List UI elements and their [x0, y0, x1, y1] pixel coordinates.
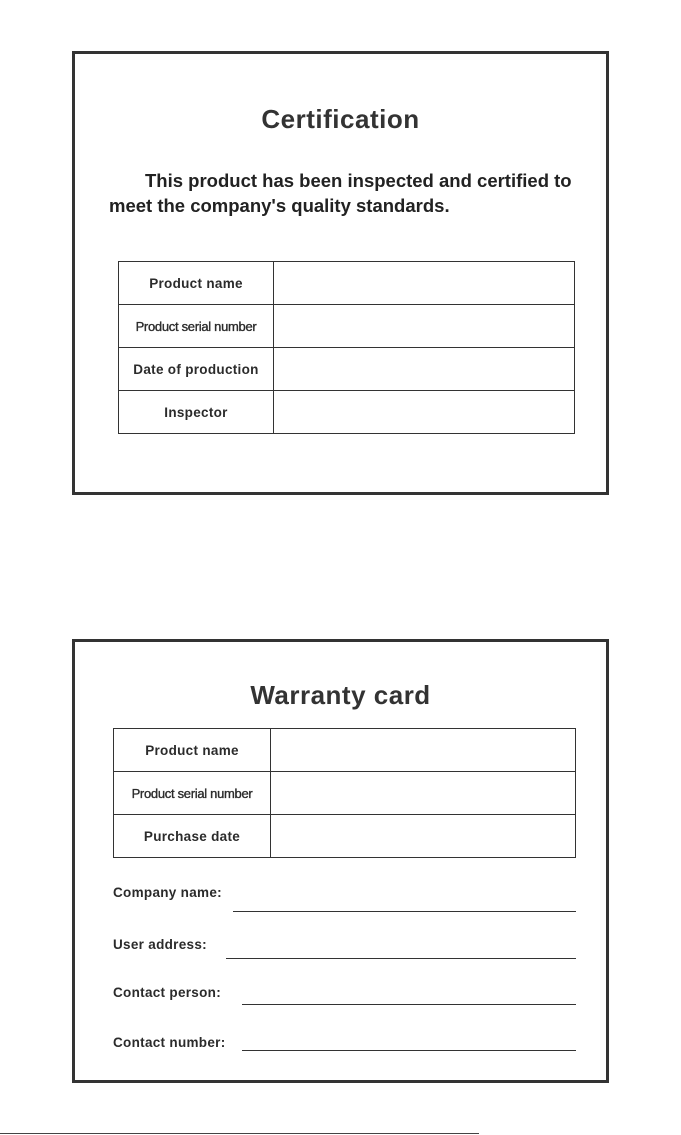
warranty-product-serial-number-value[interactable]	[271, 772, 576, 815]
company-name-label: Company name:	[113, 885, 222, 900]
warranty-title: Warranty card	[250, 680, 431, 710]
warranty-card	[72, 639, 609, 1083]
certification-table	[118, 261, 575, 434]
table-row	[119, 262, 575, 305]
company-name-field	[113, 885, 576, 915]
table-row	[119, 305, 575, 348]
inspector-label: Inspector	[119, 391, 274, 434]
table-row	[114, 815, 576, 858]
user-address-line[interactable]	[226, 958, 576, 959]
date-of-production-label: Date of production	[119, 348, 274, 391]
contact-number-label: Contact number:	[113, 1035, 226, 1050]
certification-statement: This product has been inspected and certified to meet the company's quality standards.	[109, 170, 572, 216]
table-row	[119, 348, 575, 391]
purchase-date-label: Purchase date	[114, 815, 271, 858]
bottom-divider	[0, 1133, 479, 1134]
contact-person-field	[113, 985, 576, 1015]
user-address-label: User address:	[113, 937, 207, 952]
contact-number-line[interactable]	[242, 1050, 576, 1051]
product-serial-number-value[interactable]	[274, 305, 575, 348]
table-row	[119, 391, 575, 434]
contact-person-line[interactable]	[242, 1004, 576, 1005]
product-name-value[interactable]	[274, 262, 575, 305]
product-name-label: Product name	[119, 262, 274, 305]
date-of-production-value[interactable]	[274, 348, 575, 391]
contact-person-label: Contact person:	[113, 985, 222, 1000]
warranty-product-serial-number-label: Product serial number	[114, 772, 271, 815]
table-row	[114, 772, 576, 815]
product-serial-number-label: Product serial number	[119, 305, 274, 348]
warranty-product-name-value[interactable]	[271, 729, 576, 772]
warranty-product-name-label: Product name	[114, 729, 271, 772]
warranty-table	[113, 728, 576, 858]
certification-title: Certification	[261, 104, 420, 134]
table-row	[114, 729, 576, 772]
inspector-value[interactable]	[274, 391, 575, 434]
user-address-field	[113, 937, 576, 967]
certification-card	[72, 51, 609, 495]
purchase-date-value[interactable]	[271, 815, 576, 858]
contact-number-field	[113, 1035, 576, 1065]
company-name-line[interactable]	[233, 911, 576, 912]
